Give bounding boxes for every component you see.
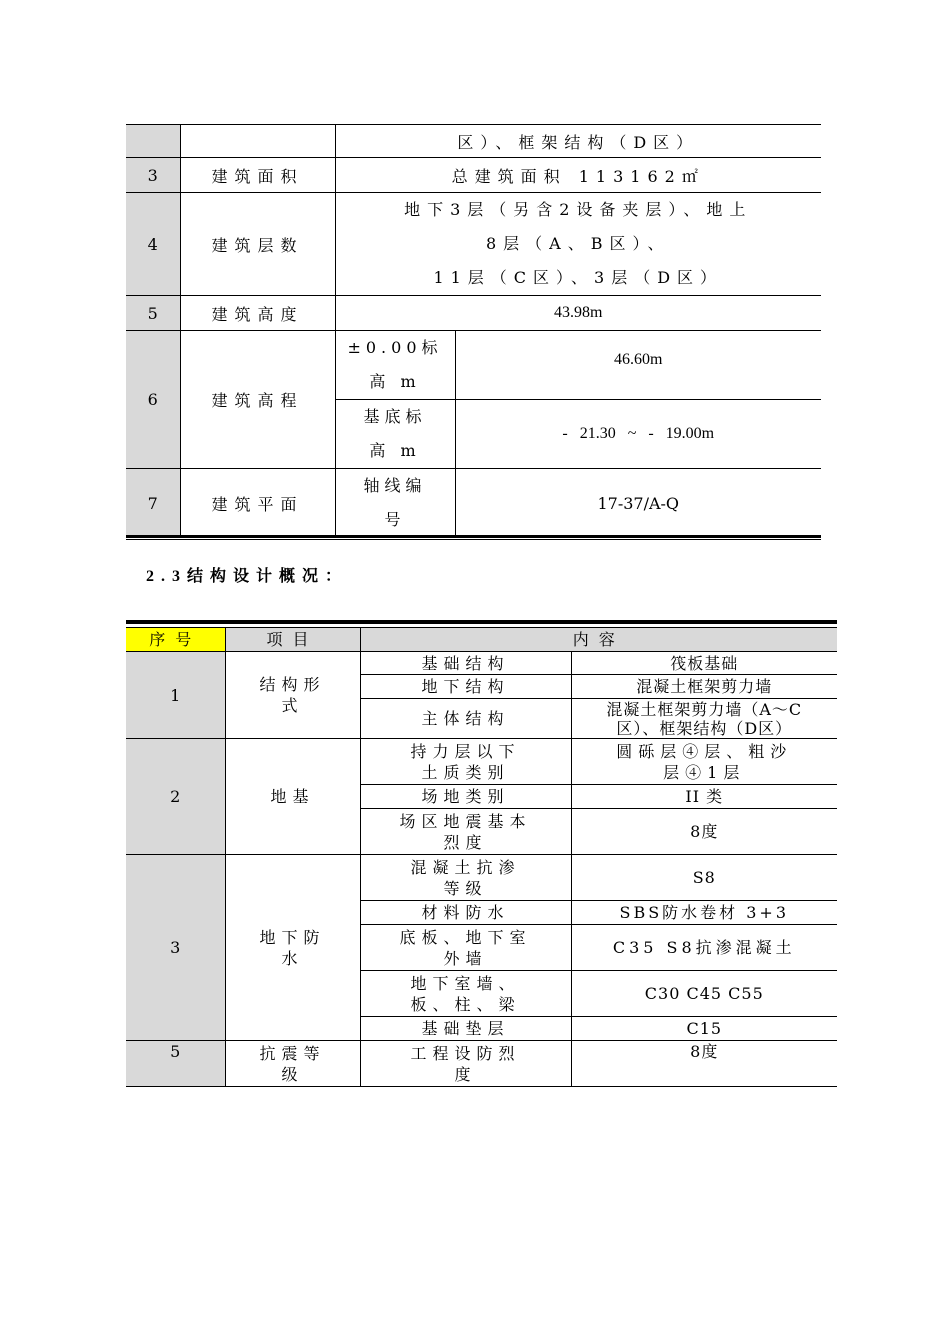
header-content: 内容 bbox=[360, 628, 837, 652]
table-header-row bbox=[126, 628, 837, 652]
project-line: 水 bbox=[281, 948, 304, 968]
content-cell: 8度 bbox=[571, 1041, 837, 1087]
sub-item-cell: 材料防水 bbox=[360, 901, 571, 925]
row-number-cell: 2 bbox=[126, 739, 225, 855]
section-heading: 2.3结构设计概况： bbox=[146, 568, 349, 585]
value-line: 8层（A、B区）、 bbox=[486, 234, 671, 253]
table-row bbox=[126, 469, 821, 538]
content-line: 层④1层 bbox=[663, 762, 746, 782]
table-row bbox=[126, 125, 821, 158]
header-number: 序号 bbox=[126, 628, 225, 652]
item-label-cell: 建筑高程 bbox=[180, 331, 335, 469]
content-cell: C35 S8抗渗混凝土 bbox=[571, 925, 837, 971]
content-cell bbox=[571, 739, 837, 785]
content-cell: C15 bbox=[571, 1017, 837, 1041]
sub-label-line: 高 m bbox=[369, 441, 421, 460]
value-line: 地下3层（另含2设备夹层）、地上 bbox=[404, 200, 753, 219]
sub-item-cell bbox=[360, 809, 571, 855]
sub-item-line: 地下室墙、 bbox=[410, 973, 521, 993]
sub-item-cell: 基础结构 bbox=[360, 652, 571, 675]
structural-design-table bbox=[126, 627, 837, 1087]
sub-label-line: 基底标 bbox=[363, 407, 427, 426]
sub-item-cell bbox=[360, 855, 571, 901]
project-line: 结构形 bbox=[259, 675, 326, 694]
project-line: 级 bbox=[281, 1064, 304, 1084]
sub-item-line: 工程设防烈 bbox=[410, 1043, 521, 1063]
item-label-cell: 建筑平面 bbox=[180, 469, 335, 538]
project-line: 地下防 bbox=[259, 927, 326, 947]
header-project: 项目 bbox=[225, 628, 360, 652]
table-row bbox=[126, 193, 821, 296]
table-row bbox=[126, 739, 837, 785]
table-top-rule bbox=[126, 620, 837, 624]
row-number-cell: 1 bbox=[126, 652, 225, 739]
sub-item-line: 度 bbox=[454, 1064, 477, 1084]
table-row bbox=[126, 652, 837, 675]
sub-item-line: 混凝土抗渗 bbox=[410, 857, 521, 877]
sub-item-line: 土质类别 bbox=[421, 762, 510, 782]
content-line: 混凝土框架剪力墙（A～C bbox=[606, 699, 803, 719]
table-row bbox=[126, 1041, 837, 1087]
sub-item-cell: 场地类别 bbox=[360, 785, 571, 809]
sub-label-cell bbox=[335, 400, 455, 469]
row-number-cell: 4 bbox=[126, 193, 180, 296]
project-cell bbox=[225, 652, 360, 739]
sub-item-cell: 基础垫层 bbox=[360, 1017, 571, 1041]
content-cell: 混凝土框架剪力墙 bbox=[571, 675, 837, 699]
item-value-cell: 总建筑面积 113162㎡ bbox=[335, 158, 821, 193]
content-cell bbox=[571, 699, 837, 739]
content-cell: C30 C45 C55 bbox=[571, 971, 837, 1017]
sub-value-cell: - 21.30 ~ - 19.00m bbox=[455, 400, 821, 469]
sub-item-line: 外墙 bbox=[443, 948, 488, 968]
item-label-cell: 建筑面积 bbox=[180, 158, 335, 193]
sub-item-cell: 主体结构 bbox=[360, 699, 571, 739]
sub-item-line: 等级 bbox=[443, 878, 488, 898]
content-cell: 8度 bbox=[571, 809, 837, 855]
sub-item-cell: 地下结构 bbox=[360, 675, 571, 699]
row-number-cell: 3 bbox=[126, 855, 225, 1041]
project-cell: 地基 bbox=[225, 739, 360, 855]
content-cell: 筏板基础 bbox=[571, 652, 837, 675]
item-label-cell: 建筑高度 bbox=[180, 296, 335, 331]
sub-label-cell bbox=[335, 469, 455, 538]
sub-item-cell bbox=[360, 739, 571, 785]
row-number-cell: 7 bbox=[126, 469, 180, 538]
content-line: 区）、框架结构（D区） bbox=[616, 718, 793, 738]
sub-label-line: ±0.00标 bbox=[347, 338, 443, 357]
content-cell: SBS防水卷材 3+3 bbox=[571, 901, 837, 925]
table-bottom-rule bbox=[126, 535, 821, 540]
content-line: 圆砾层④层、粗沙 bbox=[616, 741, 793, 761]
table-row bbox=[126, 158, 821, 193]
value-line: 11层（C区）、3层（D区） bbox=[433, 268, 724, 287]
sub-item-line: 烈度 bbox=[443, 832, 488, 852]
item-value-cell bbox=[335, 193, 821, 296]
item-label-cell: 建筑层数 bbox=[180, 193, 335, 296]
item-value-cell: 43.98m bbox=[335, 296, 821, 331]
item-value-cell: 区）、框架结构（D区） bbox=[335, 125, 821, 158]
table-row bbox=[126, 855, 837, 901]
row-number-cell: 6 bbox=[126, 331, 180, 469]
building-overview-table bbox=[126, 124, 821, 538]
project-line: 抗震等 bbox=[259, 1043, 326, 1063]
sub-label-line: 高 m bbox=[369, 372, 421, 391]
sub-item-cell bbox=[360, 971, 571, 1017]
sub-label-line: 轴线编 bbox=[363, 476, 427, 495]
sub-value-cell: 17-37/A-Q bbox=[455, 469, 821, 538]
sub-item-line: 底板、地下室 bbox=[399, 927, 532, 947]
project-cell bbox=[225, 855, 360, 1041]
sub-item-line: 场区地震基本 bbox=[399, 811, 532, 831]
sub-item-cell bbox=[360, 925, 571, 971]
sub-label-line: 号 bbox=[384, 510, 406, 529]
project-cell bbox=[225, 1041, 360, 1087]
sub-label-cell bbox=[335, 331, 455, 400]
table-row bbox=[126, 331, 821, 400]
sub-item-line: 持力层以下 bbox=[410, 741, 521, 761]
sub-item-cell bbox=[360, 1041, 571, 1087]
item-label-cell bbox=[180, 125, 335, 158]
content-cell: S8 bbox=[571, 855, 837, 901]
table-row bbox=[126, 296, 821, 331]
row-number-cell: 5 bbox=[126, 1041, 225, 1087]
sub-item-line: 板、柱、梁 bbox=[410, 994, 521, 1014]
row-number-cell: 5 bbox=[126, 296, 180, 331]
sub-value-cell: 46.60m bbox=[455, 331, 821, 400]
row-number-cell: 3 bbox=[126, 158, 180, 193]
content-cell: II 类 bbox=[571, 785, 837, 809]
row-number-cell bbox=[126, 125, 180, 158]
project-line: 式 bbox=[281, 696, 304, 715]
